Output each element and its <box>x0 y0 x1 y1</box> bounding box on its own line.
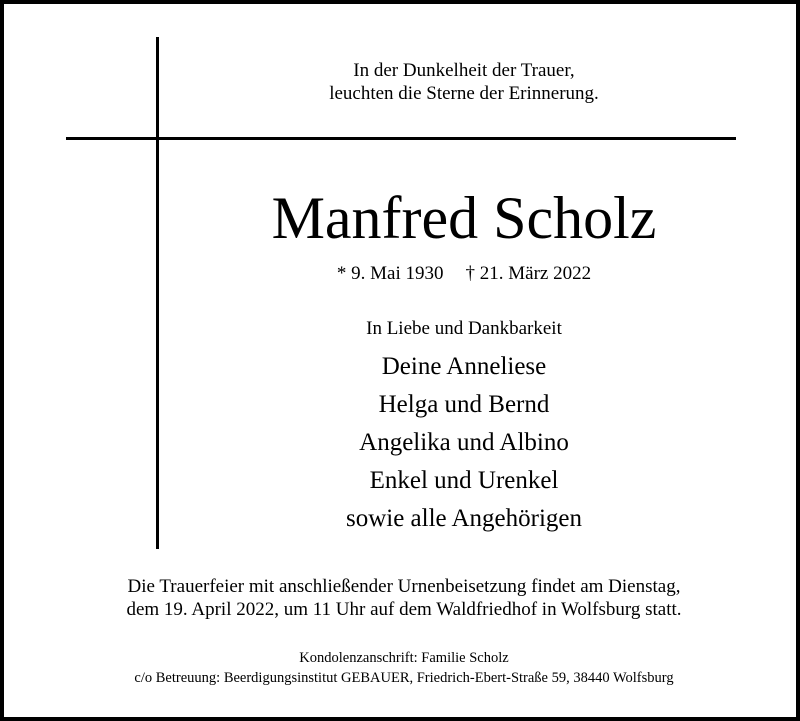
service-line-2: dem 19. April 2022, um 11 Uhr auf dem Waldfriedhof in Wolfsburg statt. <box>126 599 682 620</box>
death-date: † 21. März 2022 <box>465 263 592 284</box>
mourner-item: Angelika und Albino <box>359 429 569 456</box>
funeral-service-info <box>24 575 784 621</box>
life-dates <box>204 262 724 286</box>
motto <box>204 59 724 105</box>
birth-date: * 9. Mai 1930 <box>336 263 444 284</box>
service-line-1: Die Trauerfeier mit anschließender Urnenbeisetzung findet am Dienstag, <box>127 576 681 597</box>
motto-line-2: leuchten die Sterne der Erinnerung. <box>329 83 599 104</box>
deceased-name: Manfred Scholz <box>271 185 657 251</box>
contact-line-1: Kondolenzanschrift: Familie Scholz <box>299 650 509 666</box>
contact-line-2: c/o Betreuung: Beerdigungsinstitut GEBAUER, Friedrich-Ebert-Straße 59, 38440 Wolfsburg <box>134 670 674 686</box>
mourner-item: Helga und Bernd <box>378 391 550 418</box>
condolence-address <box>24 648 784 688</box>
motto-line-1: In der Dunkelheit der Trauer, <box>353 60 575 81</box>
mourner-item: Deine Anneliese <box>381 353 547 380</box>
mourners-list <box>204 348 724 538</box>
cross-horizontal-bar <box>66 137 736 140</box>
mourner-item: Enkel und Urenkel <box>369 467 559 494</box>
mourners-intro: In Liebe und Dankbarkeit <box>366 318 562 339</box>
cross-vertical-bar <box>156 37 159 549</box>
mourner-item: sowie alle Angehörigen <box>345 505 583 532</box>
